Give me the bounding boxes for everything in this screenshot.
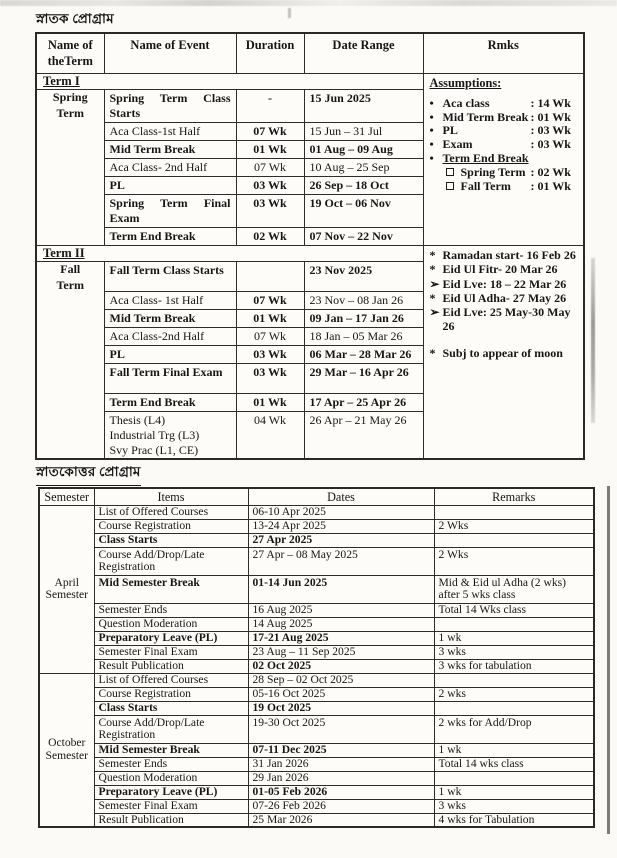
remark-item: ➢ Eid Lve: 18 – 22 Mar 26 bbox=[429, 276, 567, 291]
remarks-cell: 2 wks for Add/Drop bbox=[434, 715, 594, 743]
col-header-duration: Duration bbox=[236, 33, 304, 74]
event-cell: Aca Class- 2nd Half bbox=[104, 159, 236, 177]
spring-term-cell: Spring Term bbox=[36, 90, 104, 246]
date-range-cell: 09 Jan – 17 Jan 26 bbox=[304, 310, 423, 328]
table-row bbox=[39, 701, 594, 715]
dates-cell: 01-05 Feb 2026 bbox=[248, 785, 434, 799]
duration-cell: 03 Wk bbox=[236, 195, 304, 228]
dates-cell: 31 Jan 2026 bbox=[248, 757, 434, 771]
remarks-cell bbox=[434, 673, 594, 687]
remarks-cell bbox=[434, 617, 594, 631]
postgrad-calendar-table bbox=[38, 487, 595, 828]
event-cell: Thesis (L4) Industrial Trg (L3) Svy Prac (L1, CE) bbox=[104, 412, 236, 459]
remarks-cell: 1 wk bbox=[434, 631, 594, 645]
remark-item: * Eid Ul Fitr- 20 Mar 26 bbox=[429, 262, 558, 277]
date-range-cell: 26 Apr – 21 May 26 bbox=[304, 412, 423, 459]
table-row bbox=[39, 813, 594, 827]
table-row bbox=[39, 645, 594, 659]
dates-cell: 07-11 Dec 2025 bbox=[248, 743, 434, 757]
item-cell: Preparatory Leave (PL) bbox=[94, 631, 248, 645]
term1-band-row bbox=[36, 74, 584, 90]
arrow-bullet-icon: ➢ bbox=[429, 305, 440, 320]
remark-item: * Ramadan start- 16 Feb 26 bbox=[429, 248, 576, 263]
october-semester-cell: October Semester bbox=[39, 673, 94, 827]
table-row bbox=[39, 687, 594, 701]
date-range-cell: 17 Apr – 25 Apr 26 bbox=[304, 394, 423, 412]
assumptions-cell bbox=[423, 74, 584, 246]
table-row bbox=[39, 743, 594, 757]
dates-cell: 28 Sep – 02 Oct 2025 bbox=[248, 673, 434, 687]
remarks-cell bbox=[434, 533, 594, 547]
event-cell: Mid Term Break bbox=[104, 310, 236, 328]
event-cell: Term End Break bbox=[104, 394, 236, 412]
date-range-cell: 15 Jun – 31 Jul bbox=[304, 123, 423, 141]
section-title-undergrad-program: স্নাতক প্রোগ্রাম bbox=[36, 8, 114, 33]
asterisk-icon: * bbox=[429, 262, 436, 277]
remarks-cell bbox=[434, 771, 594, 785]
term2-band-cell bbox=[36, 246, 423, 262]
table-row bbox=[39, 715, 594, 743]
table-row bbox=[39, 547, 594, 575]
date-range-cell: 06 Mar – 28 Mar 26 bbox=[304, 346, 423, 364]
duration-cell: 01 Wk bbox=[236, 310, 304, 328]
dates-cell: 23 Aug – 11 Sep 2025 bbox=[248, 645, 434, 659]
col-header-items: Items bbox=[94, 488, 248, 505]
event-cell: Spring Term Final Exam bbox=[104, 195, 236, 228]
bullet-icon: • bbox=[429, 150, 434, 165]
date-range-cell: 23 Nov 2025 bbox=[304, 262, 423, 292]
assumptions-title: Assumptions: bbox=[429, 76, 502, 91]
section-title-postgrad-program: স্নাতকোত্তর প্রোগ্রাম bbox=[36, 461, 141, 486]
event-cell: Fall Term Final Exam bbox=[104, 364, 236, 394]
duration-cell bbox=[236, 262, 304, 292]
table-row bbox=[39, 799, 594, 813]
remarks-cell: 1 wk bbox=[434, 785, 594, 799]
duration-cell: 02 Wk bbox=[236, 228, 304, 246]
col-header-date-range: Date Range bbox=[304, 33, 423, 74]
table-header-row bbox=[39, 488, 594, 505]
bullet-icon: • bbox=[429, 109, 434, 124]
date-range-cell: 18 Jan – 05 Mar 26 bbox=[304, 328, 423, 346]
item-cell: Semester Ends bbox=[94, 757, 248, 771]
dates-cell: 27 Apr – 08 May 2025 bbox=[248, 547, 434, 575]
table-row bbox=[39, 659, 594, 673]
remarks-cell: 2 Wks bbox=[434, 547, 594, 575]
table-row bbox=[39, 533, 594, 547]
table-row bbox=[39, 785, 594, 799]
item-cell: Course Registration bbox=[94, 519, 248, 533]
item-cell: Mid Semester Break bbox=[94, 743, 248, 757]
remarks-cell bbox=[434, 701, 594, 715]
assumption-item: • PL : 03 Wk bbox=[429, 123, 571, 138]
fall-term-cell: Fall Term bbox=[36, 262, 104, 459]
term1-label: Term I bbox=[43, 74, 80, 89]
term2-label: Term II bbox=[43, 246, 85, 261]
event-cell: PL bbox=[104, 177, 236, 195]
col-header-name-of-event: Name of Event bbox=[104, 33, 236, 74]
duration-cell: 03 Wk bbox=[236, 177, 304, 195]
duration-cell: 03 Wk bbox=[236, 364, 304, 394]
duration-cell: 01 Wk bbox=[236, 141, 304, 159]
undergrad-calendar-table bbox=[35, 32, 585, 460]
remark-item: * Eid Ul Adha- 27 May 26 bbox=[429, 290, 567, 305]
duration-cell: 07 Wk bbox=[236, 159, 304, 177]
scan-smudge bbox=[288, 8, 291, 18]
table-row bbox=[39, 505, 594, 519]
assumption-item: • Aca class : 14 Wk bbox=[429, 96, 571, 111]
col-header-semester: Semester bbox=[39, 488, 94, 505]
event-cell: PL bbox=[104, 346, 236, 364]
remarks-cell: 2 wks bbox=[434, 687, 594, 701]
remarks-cell: 3 wks bbox=[434, 799, 594, 813]
col-header-name-of-term: Name of theTerm bbox=[36, 33, 104, 74]
remarks-cell: 2 Wks bbox=[434, 519, 594, 533]
dates-cell: 01-14 Jun 2025 bbox=[248, 575, 434, 603]
remarks-cell: Mid & Eid ul Adha (2 wks) after 5 wks class bbox=[434, 575, 594, 603]
dates-cell: 19-30 Oct 2025 bbox=[248, 715, 434, 743]
item-cell: Course Add/Drop/Late Registration bbox=[94, 547, 248, 575]
dates-cell: 16 Aug 2025 bbox=[248, 603, 434, 617]
date-range-cell: 15 Jun 2025 bbox=[304, 90, 423, 123]
dates-cell: 27 Apr 2025 bbox=[248, 533, 434, 547]
duration-cell: 01 Wk bbox=[236, 394, 304, 412]
remarks-cell: 4 wks for Tabulation bbox=[434, 813, 594, 827]
dates-cell: 07-26 Feb 2026 bbox=[248, 799, 434, 813]
scan-streak-right bbox=[591, 258, 595, 423]
duration-cell: - bbox=[236, 90, 304, 123]
item-cell: Class Starts bbox=[94, 701, 248, 715]
table-row bbox=[39, 757, 594, 771]
date-range-cell: 29 Mar – 16 Apr 26 bbox=[304, 364, 423, 394]
remarks-cell: 3 wks for tabulation bbox=[434, 659, 594, 673]
item-cell: Mid Semester Break bbox=[94, 575, 248, 603]
event-cell: Fall Term Class Starts bbox=[104, 262, 236, 292]
item-cell: List of Offered Courses bbox=[94, 505, 248, 519]
item-cell: Question Moderation bbox=[94, 771, 248, 785]
dates-cell: 05-16 Oct 2025 bbox=[248, 687, 434, 701]
term2-band-row bbox=[36, 246, 584, 262]
dates-cell: 02 Oct 2025 bbox=[248, 659, 434, 673]
item-cell: Question Moderation bbox=[94, 617, 248, 631]
date-range-cell: 23 Nov – 08 Jan 26 bbox=[304, 292, 423, 310]
event-cell: Spring Term Class Starts bbox=[104, 90, 236, 123]
assumption-item: • Exam : 03 Wk bbox=[429, 137, 571, 152]
date-range-cell: 26 Sep – 18 Oct bbox=[304, 177, 423, 195]
table-row bbox=[39, 575, 594, 603]
duration-cell: 04 Wk bbox=[236, 412, 304, 459]
dates-cell: 17-21 Aug 2025 bbox=[248, 631, 434, 645]
item-cell: Semester Final Exam bbox=[94, 645, 248, 659]
item-cell: Semester Ends bbox=[94, 603, 248, 617]
col-header-rmks: Rmks bbox=[423, 33, 584, 74]
event-cell: Aca Class-1st Half bbox=[104, 123, 236, 141]
duration-cell: 07 Wk bbox=[236, 123, 304, 141]
checkbox-icon bbox=[446, 168, 454, 176]
table-row bbox=[39, 631, 594, 645]
item-cell: Result Publication bbox=[94, 813, 248, 827]
remarks-cell: 1 wk bbox=[434, 743, 594, 757]
dates-cell: 06-10 Apr 2025 bbox=[248, 505, 434, 519]
assumption-subitem: Spring Term : 02 Wk bbox=[430, 165, 580, 179]
event-cell: Mid Term Break bbox=[104, 141, 236, 159]
date-range-cell: 10 Aug – 25 Sep bbox=[304, 159, 423, 177]
table-row bbox=[39, 771, 594, 785]
asterisk-icon: * bbox=[429, 346, 436, 361]
item-cell: Course Add/Drop/Late Registration bbox=[94, 715, 248, 743]
col-header-dates: Dates bbox=[248, 488, 434, 505]
bullet-icon: • bbox=[429, 137, 434, 152]
remark-item: * Subj to appear of moon bbox=[429, 346, 563, 361]
item-cell: Result Publication bbox=[94, 659, 248, 673]
assumption-subtitle-row bbox=[430, 152, 580, 166]
item-cell: Course Registration bbox=[94, 687, 248, 701]
item-cell: List of Offered Courses bbox=[94, 673, 248, 687]
item-cell: Class Starts bbox=[94, 533, 248, 547]
event-cell: Aca Class- 1st Half bbox=[104, 292, 236, 310]
item-cell: Preparatory Leave (PL) bbox=[94, 785, 248, 799]
dates-cell: 19 Oct 2025 bbox=[248, 701, 434, 715]
event-cell: Term End Break bbox=[104, 228, 236, 246]
table-row bbox=[39, 673, 594, 687]
arrow-bullet-icon: ➢ bbox=[429, 276, 440, 291]
table-header-row bbox=[36, 33, 584, 74]
bullet-icon: • bbox=[429, 96, 434, 111]
remarks-cell: Total 14 Wks class bbox=[434, 603, 594, 617]
remarks-cell bbox=[434, 505, 594, 519]
duration-cell: 03 Wk bbox=[236, 346, 304, 364]
table-row bbox=[39, 519, 594, 533]
item-cell: Semester Final Exam bbox=[94, 799, 248, 813]
event-cell: Aca Class-2nd Half bbox=[104, 328, 236, 346]
duration-cell: 07 Wk bbox=[236, 328, 304, 346]
dates-cell: 25 Mar 2026 bbox=[248, 813, 434, 827]
date-range-cell: 19 Oct – 06 Nov bbox=[304, 195, 423, 228]
col-header-remarks: Remarks bbox=[434, 488, 594, 505]
assumption-item: • Mid Term Break : 01 Wk bbox=[429, 109, 571, 124]
table-row bbox=[39, 617, 594, 631]
remark-item: ➢ Eid Lve: 25 May-30 May 26 bbox=[429, 305, 571, 334]
bullet-icon: • bbox=[429, 123, 434, 138]
dates-cell: 13-24 Apr 2025 bbox=[248, 519, 434, 533]
date-range-cell: 01 Aug – 09 Aug bbox=[304, 141, 423, 159]
asterisk-icon: * bbox=[429, 248, 436, 263]
dates-cell: 29 Jan 2026 bbox=[248, 771, 434, 785]
remarks-cell: Total 14 wks class bbox=[434, 757, 594, 771]
duration-cell: 07 Wk bbox=[236, 292, 304, 310]
date-range-cell: 07 Nov – 22 Nov bbox=[304, 228, 423, 246]
assumption-subitem: Fall Term : 01 Wk bbox=[430, 179, 580, 193]
asterisk-icon: * bbox=[429, 290, 436, 305]
scan-noise-top bbox=[0, 0, 617, 6]
term-end-break-subtitle: Term End Break bbox=[442, 150, 529, 165]
scan-page-edge bbox=[607, 486, 610, 834]
table-row bbox=[39, 603, 594, 617]
term2-remarks-cell bbox=[423, 246, 584, 459]
term1-band-cell bbox=[36, 74, 423, 90]
april-semester-cell: April Semester bbox=[39, 505, 94, 673]
checkbox-icon bbox=[446, 182, 454, 190]
remarks-cell: 3 wks bbox=[434, 645, 594, 659]
dates-cell: 14 Aug 2025 bbox=[248, 617, 434, 631]
